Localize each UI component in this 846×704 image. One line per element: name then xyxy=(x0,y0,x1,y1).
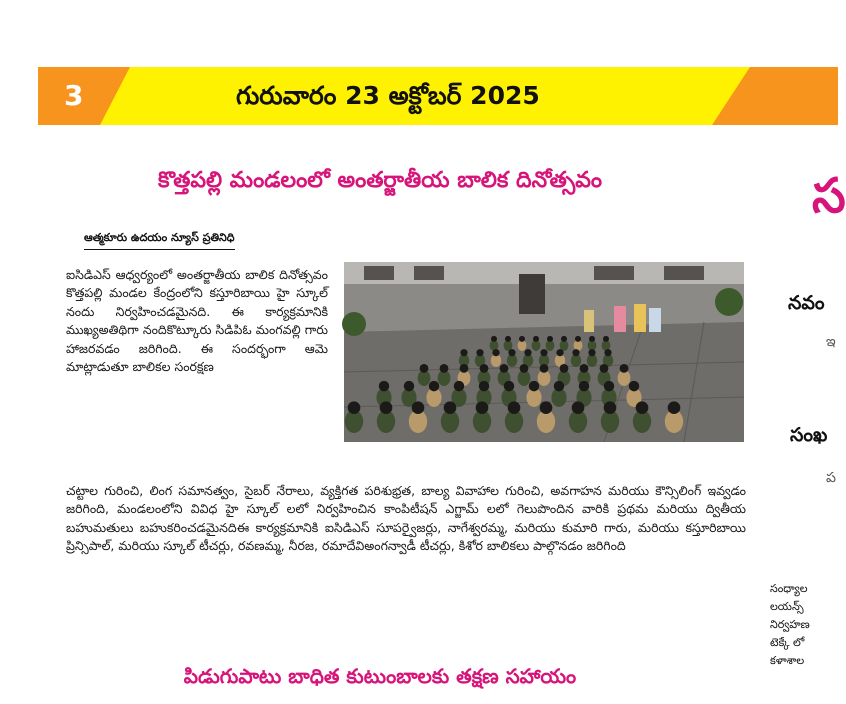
article-body-full xyxy=(66,482,746,556)
adjacent-text-line: సంధ్యాల xyxy=(770,582,808,595)
article-byline: ఆత్మకూరు ఉదయం న్యూస్ ప్రతినిధి xyxy=(84,231,235,250)
article-photo xyxy=(344,262,744,442)
issue-date: గురువారం 23 అక్టోబర్ 2025 xyxy=(236,81,540,110)
article-headline-2: పిడుగుపాటు బాధిత కుటుంబాలకు తక్షణ సహాయం xyxy=(183,664,577,688)
page-number: 3 xyxy=(64,79,84,112)
students-seated-photo xyxy=(344,262,744,442)
adjacent-subhead-fragment: నవం xyxy=(788,292,825,314)
adjacent-text-line: కళాశాల xyxy=(770,654,805,667)
page-header-band xyxy=(0,67,838,125)
article-paragraph: చట్టాల గురించి, లింగ సమానత్వం, సైబర్ నేరాలు, వ్యక్తిగత పరిశుభ్రత, బాల్య వివాహాల గురించి, అవగాహన మరియు కౌన్సిలింగ్ ఇవ్వడం జరిగింది, మండలంలోని వివిధ హై స్కూల్ లలో నిర్వహించిన కాంపిటీషన్ ఎగ్జామ్ లలో గెలుపొందిన వారికి ప్రథమ మరియు ద్వితీయ బహుమతులు బహుకరించడమైనదిఈ కార్యక్రమానికి ఐసిడిఎస్ సూపర్వైజర్లు, నాగేశ్వరమ్మ, మరియు కుమారి గారు, మరియు కస్తూరిబాయి ప్రిన్సిపాల్, మరియు స్కూల్ టీచర్లు, రవణమ్మ, నీరజ, రమాదేవిఅంగన్వాడీ టీచర్లు, కిశోర బాలికలు పాల్గొనడం జరిగింది xyxy=(66,483,746,554)
adjacent-text-fragment: ప xyxy=(826,470,836,486)
adjacent-text-line: లయన్స్ xyxy=(770,600,804,613)
adjacent-text-fragment: ఇ xyxy=(826,334,836,350)
article-headline: కొత్తపల్లి మండలంలో అంతర్జాతీయ బాలిక దినోత్సవం xyxy=(157,168,603,193)
article-paragraph: ఐసిడిఎస్ ఆధ్వర్యంలో అంతర్జాతీయ బాలిక దినోత్సవం కొత్తపల్లి మండల కేంద్రంలోని కస్తూరిబాయి హై స్కూల్ నందు నిర్వహించడమైనది. ఈ కార్యక్రమానికి ముఖ్యఅతిథిగా నందికొట్కూరు సిడిపిఓ మంగవల్లి గారు హాజరవడం జరిగింది. ఈ సందర్భంగా ఆమె మాట్లాడుతూ బాలికల సంరక్షణ xyxy=(66,267,328,375)
adjacent-text-line: నిర్వహణ xyxy=(770,618,810,631)
article-body-left xyxy=(66,266,328,376)
adjacent-subhead-fragment: సంఖ xyxy=(790,424,828,446)
adjacent-headline-fragment: స xyxy=(812,168,846,224)
adjacent-text-line: టెక్కే లో xyxy=(770,636,805,649)
